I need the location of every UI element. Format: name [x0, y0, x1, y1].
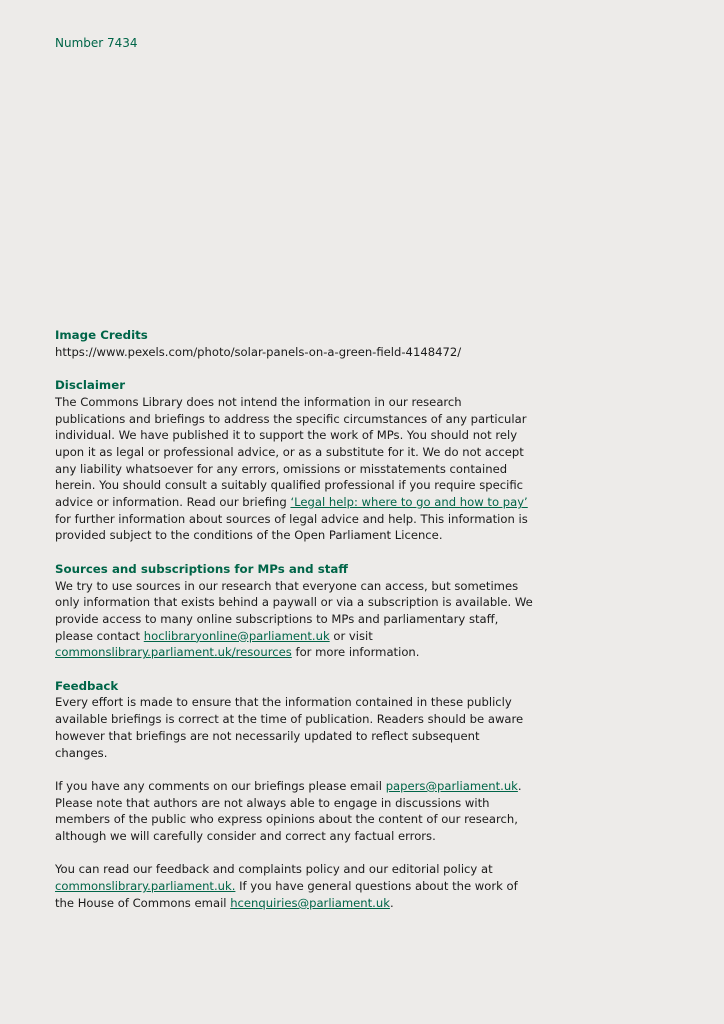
briefing-number: Number 7434	[55, 36, 138, 50]
back-matter	[55, 327, 535, 928]
sources-heading: Sources and subscriptions for MPs and staff	[55, 561, 348, 576]
feedback-paragraph-1: Every effort is made to ensure that the information contained in these publicly available briefings is correct at the time of publication. Readers should be aware however that briefings are not necessarily updated to reflect subsequent changes.	[55, 695, 524, 760]
hoclibraryonline-email-link[interactable]: hoclibraryonline@parliament.uk	[143, 628, 330, 643]
image-credits-url: https://www.pexels.com/photo/solar-panels-on-a-green-field-4148472/	[55, 344, 462, 359]
sources-text-start: We try to use sources in our research that everyone can access, but sometimes only information that exists behind a paywall or via a subscription is available. We provide access to many online subscriptions to MPs and parliamentary staff, please contact	[55, 578, 533, 643]
image-credits-section	[55, 327, 535, 360]
resources-link[interactable]: commonslibrary.parliament.uk/resources	[55, 645, 292, 660]
feedback-p2-end: . Please note that authors are not always able to engage in discussions with members of the public who express opinions about the content of our research, although we will carefully consider and correct any factual errors.	[55, 778, 522, 844]
disclaimer-text	[55, 394, 535, 544]
feedback-p3-mid: If you have general questions about the work of the House of Commons email	[55, 879, 518, 910]
image-credits-heading: Image Credits	[55, 328, 148, 342]
disclaimer-text-start: The Commons Library does not intend the information in our research publications and briefings to address the specific circumstances of any particular individual. We have published it to support the work of MPs. You should not rely upon it as legal or professional advice, or as a substitute for it. We do not accept any liability whatsoever for any errors, omissions or misstatements contained herein. You should consult a suitably qualified professional if you require specific advice or information. Read our briefing	[55, 394, 527, 510]
feedback-paragraph-2	[55, 778, 535, 845]
commons-library-link[interactable]: commonslibrary.parliament.uk.	[55, 879, 236, 894]
papers-email-link[interactable]: papers@parliament.uk	[385, 778, 518, 793]
hcenquiries-email-link[interactable]: hcenquiries@parliament.uk	[230, 895, 390, 910]
sources-text-end: for more information.	[291, 645, 420, 660]
sources-text-mid: or visit	[329, 628, 373, 643]
disclaimer-text-end: for further information about sources of legal advice and help. This information is provided subject to the conditions of the Open Parliament Licence.	[55, 511, 528, 543]
feedback-heading: Feedback	[55, 678, 119, 693]
legal-help-link[interactable]: ‘Legal help: where to go and how to pay’	[290, 495, 528, 510]
feedback-paragraph-3	[55, 861, 535, 911]
sources-section	[55, 561, 535, 661]
disclaimer-section	[55, 377, 535, 544]
feedback-section	[55, 678, 535, 912]
disclaimer-heading: Disclaimer	[55, 378, 126, 393]
feedback-p3-end: .	[389, 895, 394, 910]
sources-text	[55, 578, 535, 662]
feedback-p3-start: You can read our feedback and complaints policy and our editorial policy at	[55, 862, 493, 877]
feedback-p2-start: If you have any comments on our briefings please email	[55, 778, 386, 793]
